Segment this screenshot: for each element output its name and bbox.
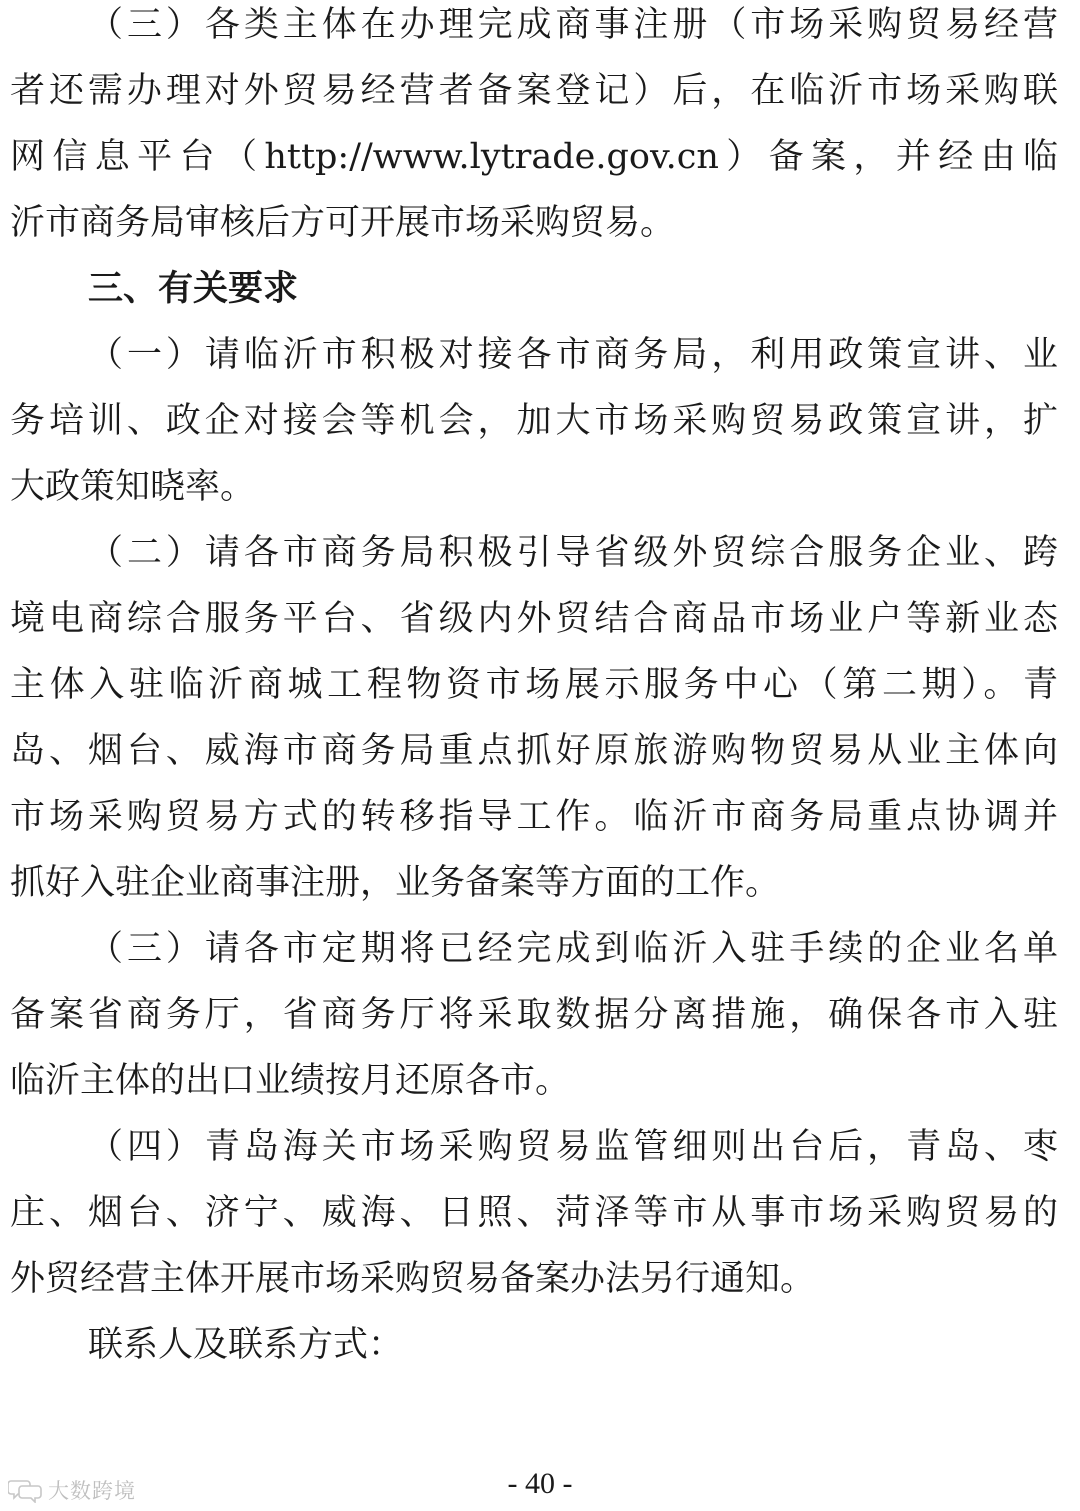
paragraph-line: （三）请各市定期将已经完成到临沂入驻手续的企业名单 — [88, 929, 1058, 969]
paragraph-line: 市场采购贸易方式的转移指导工作。临沂市商务局重点协调并 — [10, 797, 1058, 837]
page-number: - 40 - — [507, 1467, 573, 1500]
paragraph-line: 沂市商务局审核后方可开展市场采购贸易。 — [10, 203, 676, 243]
paragraph-line: 大政策知晓率。 — [10, 467, 256, 507]
section-heading: 三、有关要求 — [88, 269, 299, 309]
paragraph-line: 网信息平台（http://www.lytrade.gov.cn）备案，并经由临 — [10, 137, 1058, 177]
watermark — [8, 1474, 136, 1506]
contact-label: 联系人及联系方式： — [88, 1325, 404, 1365]
paragraph-line: 境电商综合服务平台、省级内外贸结合商品市场业户等新业态 — [10, 599, 1058, 639]
paragraph-line: （三）各类主体在办理完成商事注册（市场采购贸易经营 — [88, 5, 1058, 45]
paragraph-line: 主体入驻临沂商城工程物资市场展示服务中心（第二期）。青 — [10, 665, 1058, 705]
paragraph-line: 备案省商务厅，省商务厅将采取数据分离措施，确保各市入驻 — [10, 995, 1058, 1035]
chat-bubble-logo-icon — [8, 1477, 42, 1503]
paragraph-line: 抓好入驻企业商事注册，业务备案等方面的工作。 — [10, 863, 781, 903]
watermark-text: 大数跨境 — [48, 1479, 136, 1503]
paragraph-line: 临沂主体的出口业绩按月还原各市。 — [10, 1061, 571, 1101]
paragraph-line: 庄、烟台、济宁、威海、日照、菏泽等市从事市场采购贸易的 — [10, 1193, 1058, 1233]
paragraph-line: 外贸经营主体开展市场采购贸易备案办法另行通知。 — [10, 1259, 816, 1299]
paragraph-line: 岛、烟台、威海市商务局重点抓好原旅游购物贸易从业主体向 — [10, 731, 1058, 771]
paragraph-line: （四）青岛海关市场采购贸易监管细则出台后，青岛、枣 — [88, 1127, 1058, 1167]
paragraph-line: （一）请临沂市积极对接各市商务局，利用政策宣讲、业 — [88, 335, 1058, 375]
paragraph-line: （二）请各市商务局积极引导省级外贸综合服务企业、跨 — [88, 533, 1058, 573]
paragraph-line: 者还需办理对外贸易经营者备案登记）后，在临沂市场采购联 — [10, 71, 1058, 111]
paragraph-line: 务培训、政企对接会等机会，加大市场采购贸易政策宣讲，扩 — [10, 401, 1058, 441]
